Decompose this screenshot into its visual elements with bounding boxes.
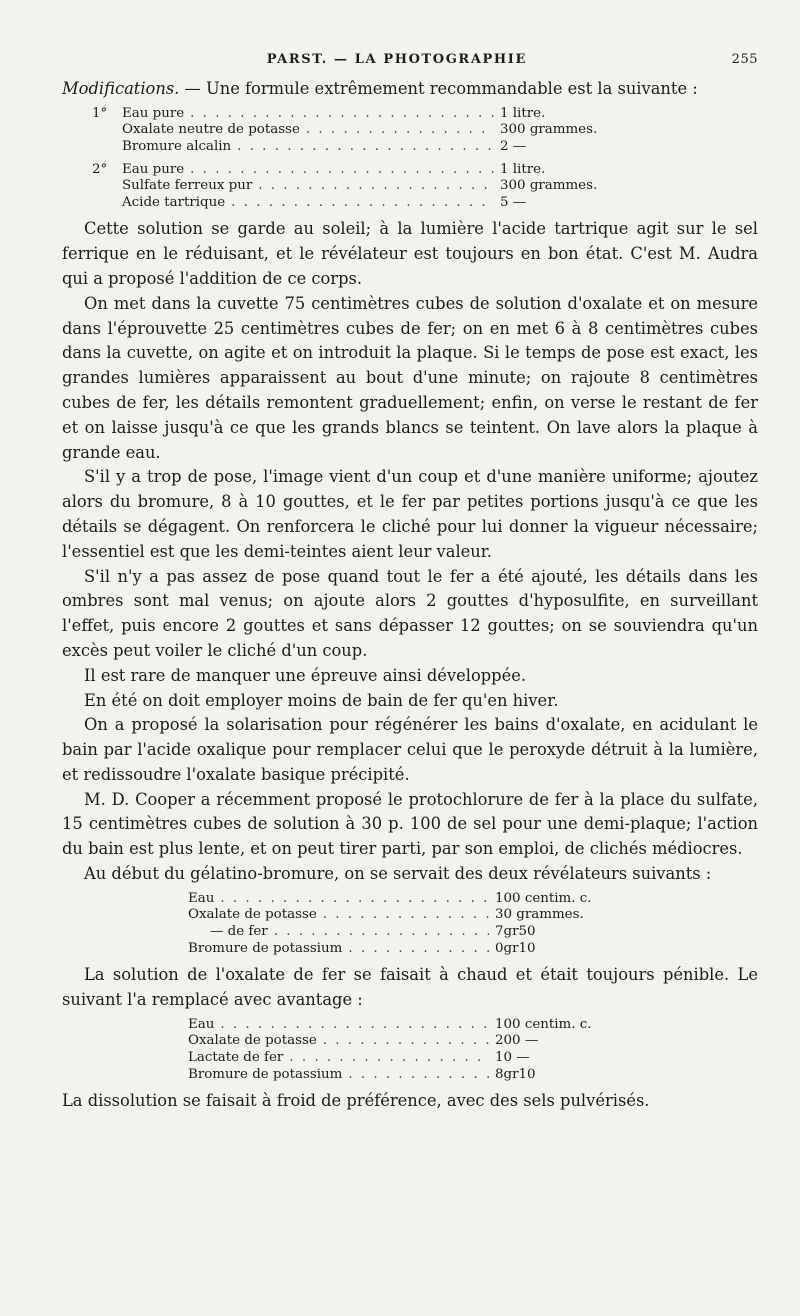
- quantity: 1 litre.: [500, 161, 546, 177]
- ingredient: Lactate de fer: [188, 1050, 284, 1066]
- dot-leader: [289, 1050, 489, 1067]
- dot-leader: [220, 1017, 489, 1034]
- quantity: 200 —: [495, 1033, 539, 1049]
- body-paragraph: On a proposé la solarisation pour régénérer les bains d'oxalate, en acidulant le bain par l'acide oxalique pour remplacer celui que le peroxyde détruit à la lumière, et redissoudre l'oxalate basique précipité.: [62, 715, 758, 784]
- ingredient: Oxalate neutre de potasse: [122, 122, 300, 138]
- dot-leader: [231, 195, 494, 212]
- quantity: 100 centim. c.: [495, 1016, 592, 1032]
- recipe-number: 2°: [92, 161, 108, 177]
- dot-leader: [190, 162, 494, 179]
- dot-leader: [258, 178, 494, 195]
- formula-1: [62, 106, 758, 212]
- formula-3: [62, 891, 758, 957]
- quantity: 10 —: [495, 1050, 530, 1066]
- recipe-row: [188, 1050, 613, 1067]
- dot-leader: [348, 1067, 489, 1084]
- dot-leader: [323, 907, 489, 924]
- quantity: 0gr10: [495, 940, 536, 956]
- quantity: 30 grammes.: [495, 907, 584, 923]
- dot-leader: [274, 924, 489, 941]
- body-paragraph: M. D. Cooper a récemment proposé le protochlorure de fer à la place du sulfate, 15 centimètres cubes de solution à 30 p. 100 de sel pour une demi-plaque; l'action du bain est plus lente, et on peut tirer parti, par son emploi, de clichés médiocres.: [62, 789, 758, 859]
- running-header: [62, 52, 758, 67]
- recipe-row: [188, 924, 613, 941]
- formula-4: [62, 1017, 758, 1083]
- ingredient: Bromure de potassium: [188, 1066, 343, 1082]
- recipe-row: [188, 941, 613, 958]
- running-title: PARST. — LA PHOTOGRAPHIE: [266, 52, 527, 67]
- body-paragraph: Cette solution se garde au soleil; à la lumière l'acide tartrique agit sur le sel ferrique en le réduisant, et le révélateur est toujours en bon état. C'est M. Audra qui a proposé l'addition de ce corps.: [62, 219, 758, 288]
- recipe-row: [122, 139, 618, 156]
- ingredient: Eau pure: [122, 161, 185, 177]
- recipe-row: [188, 1017, 613, 1034]
- recipe-row: [92, 161, 618, 179]
- dot-leader: [306, 122, 494, 139]
- body-paragraph: Au début du gélatino-bromure, on se servait des deux révélateurs suivants :: [84, 864, 712, 884]
- ingredient: Eau pure: [122, 105, 185, 121]
- dot-leader: [348, 941, 489, 958]
- body-paragraph: S'il n'y a pas assez de pose quand tout le fer a été ajouté, les détails dans les ombres sont mal venus; on ajoute alors 2 gouttes d'hyposulfite, en surveillant l'effet, puis encore 2 gouttes et sans dépasser 12 gouttes; on se souviendra qu'un excès peut voiler le cliché d'un coup.: [62, 566, 758, 660]
- closing-paragraph: La dissolution se faisait à froid de préférence, avec des sels pulvérisés.: [62, 1091, 650, 1111]
- ingredient: Sulfate ferreux pur: [122, 178, 253, 194]
- recipe-row: [188, 1033, 613, 1050]
- ingredient: Bromure alcalin: [122, 138, 232, 154]
- intro-label: Modifications.: [62, 79, 180, 98]
- quantity: 2 —: [500, 138, 527, 154]
- body-paragraph: En été on doit employer moins de bain de fer qu'en hiver.: [84, 690, 559, 710]
- recipe-row: [188, 891, 613, 908]
- recipe-row: [92, 105, 618, 123]
- recipe-row: [188, 907, 613, 924]
- quantity: 300 grammes.: [500, 178, 598, 194]
- quantity: 300 grammes.: [500, 122, 598, 138]
- dot-leader: [220, 891, 489, 908]
- dot-leader: [237, 139, 494, 156]
- quantity: 8gr10: [495, 1066, 536, 1082]
- ingredient: Eau: [188, 1016, 215, 1032]
- body-paragraph: La solution de l'oxalate de fer se faisait à chaud et était toujours pénible. Le suivant l'a remplacé avec avantage :: [62, 965, 758, 1010]
- intro-text: — Une formule extrêmement recommandable est la suivante :: [179, 79, 698, 98]
- intro-paragraph: [62, 77, 758, 102]
- dot-leader: [190, 106, 494, 123]
- quantity: 7gr50: [495, 924, 536, 940]
- recipe-row: [122, 195, 618, 212]
- quantity: 5 —: [500, 194, 527, 210]
- page-number: 255: [731, 52, 758, 67]
- body-paragraph: On met dans la cuvette 75 centimètres cubes de solution d'oxalate et on mesure dans l'éprouvette 25 centimètres cubes de fer; on en met 6 à 8 centimètres cubes dans la cuvette, on agite et on introduit la plaque. Si le temps de pose est exact, les grandes lumières apparaissent au bout d'une minute; on rajoute 8 centimètres cubes de fer, les détails remontent graduellement; enfin, on verse le restant de fer et on laisse jusqu'à ce que les grands blancs se teintent. On lave alors la plaque à grande eau.: [62, 293, 758, 462]
- body-paragraph: Il est rare de manquer une épreuve ainsi développée.: [84, 665, 527, 685]
- ingredient: Acide tartrique: [122, 194, 226, 210]
- recipe-row: [188, 1067, 613, 1084]
- ingredient: Oxalate de potasse: [188, 1033, 317, 1049]
- recipe-row: [122, 178, 618, 195]
- ingredient: — de fer: [210, 924, 268, 940]
- quantity: 1 litre.: [500, 105, 546, 121]
- ingredient: Oxalate de potasse: [188, 907, 317, 923]
- quantity: 100 centim. c.: [495, 890, 592, 906]
- ingredient: Bromure de potassium: [188, 940, 343, 956]
- recipe-number: 1°: [92, 105, 108, 121]
- ingredient: Eau: [188, 890, 215, 906]
- body-paragraph: S'il y a trop de pose, l'image vient d'un coup et d'une manière uniforme; ajoutez alors du bromure, 8 à 10 gouttes, et le fer par petites portions jusqu'à ce que les détails se dégagent. On renforcera le cliché pour lui donner la vigueur nécessaire; l'essentiel est que les demi-teintes aient leur valeur.: [62, 467, 758, 561]
- dot-leader: [323, 1033, 489, 1050]
- recipe-row: [122, 122, 618, 139]
